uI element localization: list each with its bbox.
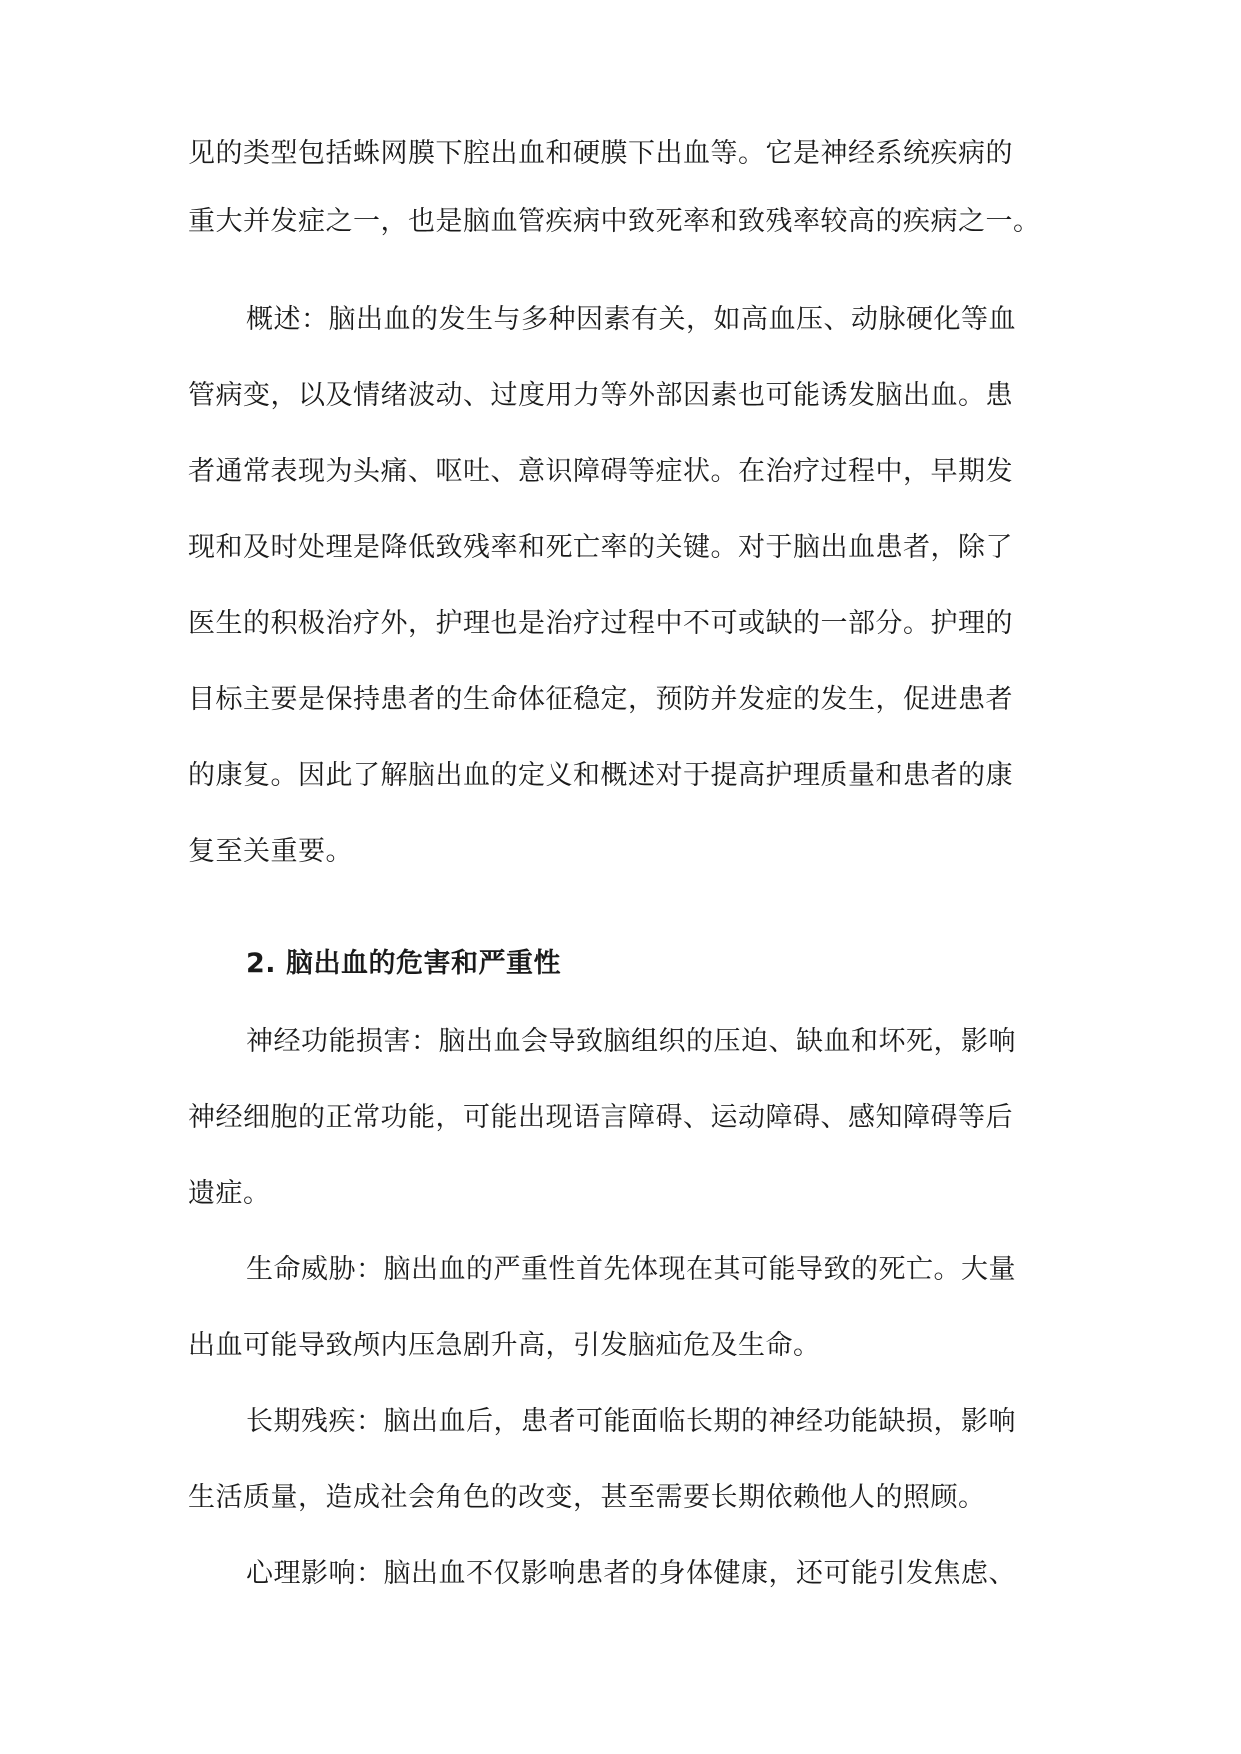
paragraph-line: 神经细胞的正常功能，可能出现语言障碍、运动障碍、感知障碍等后 bbox=[188, 1102, 1013, 1133]
paragraph-line: 见的类型包括蛛网膜下腔出血和硬膜下出血等。它是神经系统疾病的 bbox=[188, 138, 1013, 169]
paragraph-line: 出血可能导致颅内压急剧升高，引发脑疝危及生命。 bbox=[188, 1330, 821, 1361]
paragraph-line: 心理影响：脑出血不仅影响患者的身体健康，还可能引发焦虑、 bbox=[246, 1558, 1016, 1589]
paragraph-line: 现和及时处理是降低致残率和死亡率的关键。对于脑出血患者，除了 bbox=[188, 532, 1013, 563]
paragraph-line: 概述：脑出血的发生与多种因素有关，如高血压、动脉硬化等血 bbox=[246, 304, 1016, 335]
paragraph-line: 生命威胁：脑出血的严重性首先体现在其可能导致的死亡。大量 bbox=[246, 1254, 1016, 1285]
paragraph-line: 医生的积极治疗外，护理也是治疗过程中不可或缺的一部分。护理的 bbox=[188, 608, 1013, 639]
paragraph-line: 目标主要是保持患者的生命体征稳定，预防并发症的发生，促进患者 bbox=[188, 684, 1013, 715]
paragraph-line: 神经功能损害：脑出血会导致脑组织的压迫、缺血和坏死，影响 bbox=[246, 1026, 1016, 1057]
paragraph-line: 的康复。因此了解脑出血的定义和概述对于提高护理质量和患者的康 bbox=[188, 760, 1013, 791]
paragraph-line: 管病变，以及情绪波动、过度用力等外部因素也可能诱发脑出血。患 bbox=[188, 380, 1013, 411]
paragraph-line: 生活质量，造成社会角色的改变，甚至需要长期依赖他人的照顾。 bbox=[188, 1482, 986, 1513]
paragraph-line: 复至关重要。 bbox=[188, 836, 353, 867]
paragraph-line: 长期残疾：脑出血后，患者可能面临长期的神经功能缺损，影响 bbox=[246, 1406, 1016, 1437]
paragraph-line: 遗症。 bbox=[188, 1178, 271, 1209]
paragraph-line: 者通常表现为头痛、呕吐、意识障碍等症状。在治疗过程中，早期发 bbox=[188, 456, 1013, 487]
paragraph-line: 重大并发症之一，也是脑血管疾病中致死率和致残率较高的疾病之一。 bbox=[188, 206, 1041, 237]
section-heading: 2. 脑出血的危害和严重性 bbox=[246, 948, 561, 979]
